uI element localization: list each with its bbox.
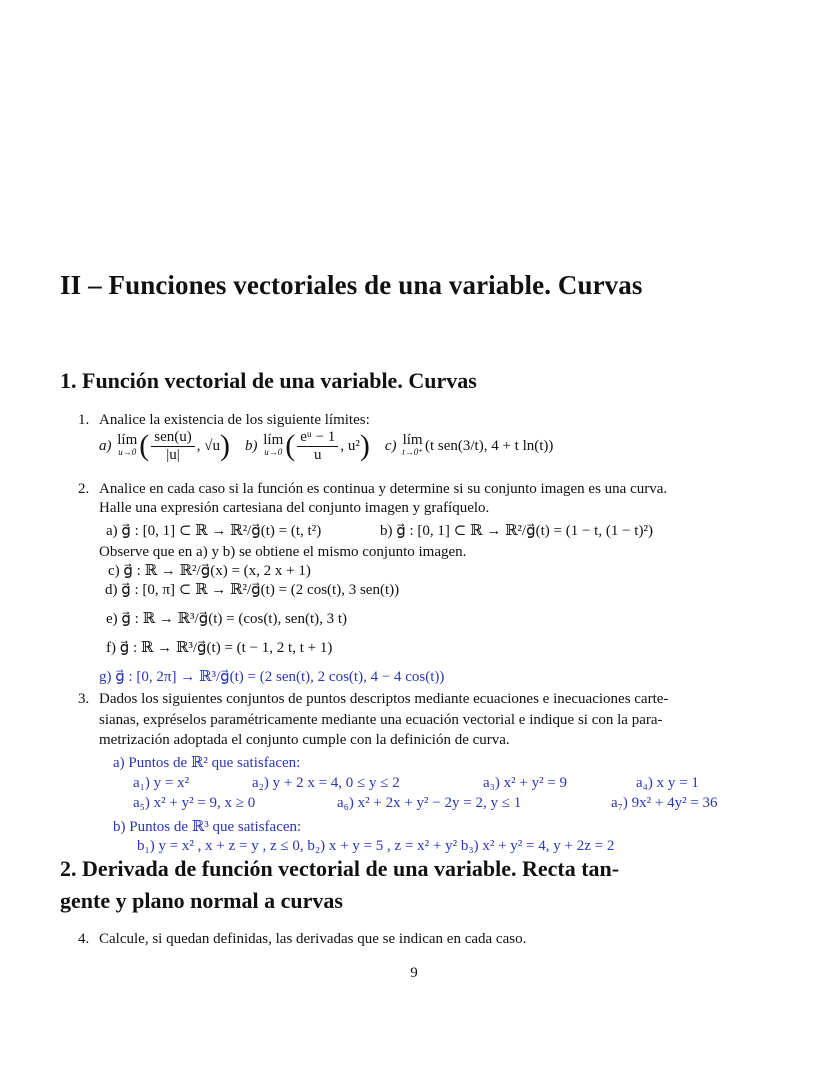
ex3-a1: a₁) y = x² [133, 775, 190, 791]
ex1-b-label: b) [245, 437, 258, 454]
section-2-title-line2: gente y plano normal a curvas [60, 888, 343, 913]
ex1-c-lim: lím t→0⁺ [402, 432, 423, 457]
ex2-a: a) g⃗ : [0, 1] ⊂ ℝ → ℝ²/g⃗(t) = (t, t²) [106, 523, 322, 539]
ex3-line3: metrización adoptada el conjunto cumple con la definición de curva. [99, 732, 510, 748]
page-number: 9 [410, 965, 418, 981]
ex2-d: d) g⃗ : [0, π] ⊂ ℝ → ℝ²/g⃗(t) = (2 cos(t), 3 sen(t)) [105, 582, 400, 598]
ex3-b-line: b₁) y = x² , x + z = y , z ≤ 0, b₂) x + y = 5 , z = x² + y² b₃) x² + y² = 4, y + 2z = 2 [137, 838, 615, 854]
ex3-number: 3. [78, 691, 90, 707]
ex3-a-heading: a) Puntos de ℝ² que satisfacen: [113, 755, 301, 771]
ex2-c: c) g⃗ : ℝ → ℝ²/g⃗(x) = (x, 2 x + 1) [108, 563, 311, 579]
ex1-a-fraction: $\frac{\text{sen(u)}}{|u|}$ [151, 429, 195, 464]
ex2-observe: Observe que en a) y b) se obtiene el mismo conjunto imagen. [99, 544, 467, 560]
ex1-b-lim: lím u→0 [263, 432, 284, 457]
ex3-line2: sianas, expréselos paramétricamente mediante una ecuación vectorial e indique si con la para- [99, 712, 663, 728]
ex2-line1: Analice en cada caso si la función es continua y determine si su conjunto imagen es una curva. [99, 481, 668, 497]
section-2-title-line1: 2. Derivada de función vectorial de una variable. Recta tan- [60, 856, 620, 881]
ex3-a6: a₆) x² + 2x + y² − 2y = 2, y ≤ 1 [337, 795, 522, 811]
ex1-a-lim: lím u→0 [117, 432, 138, 457]
ex3-a3: a₃) x² + y² = 9 [483, 775, 568, 791]
ex4-number: 4. [78, 931, 90, 947]
ex2-b: b) g⃗ : [0, 1] ⊂ ℝ → ℝ²/g⃗(t) = (1 − t, (1 − t)²) [380, 523, 653, 539]
ex3-b-heading: b) Puntos de ℝ³ que satisfacen: [113, 819, 302, 835]
section-1-title: 1. Función vectorial de una variable. Curvas [60, 368, 477, 393]
ex3-a2: a₂) y + 2 x = 4, 0 ≤ y ≤ 2 [252, 775, 400, 791]
chapter-title: II – Funciones vectoriales de una variable. Curvas [60, 270, 643, 300]
ex1-c-label: c) [384, 437, 397, 454]
ex1-b-fraction: $\frac{\text{eᵘ − 1}}{u}$ [297, 429, 338, 464]
ex2-e: e) g⃗ : ℝ → ℝ³/g⃗(t) = (cos(t), sen(t), 3 t) [106, 611, 348, 627]
ex1-a-tail: , √u [196, 437, 220, 454]
ex3-a7: a₇) 9x² + 4y² = 36 [611, 795, 718, 811]
ex3-a5: a₅) x² + y² = 9, x ≥ 0 [133, 795, 256, 811]
ex1-text: Analice la existencia de los siguiente límites: [99, 412, 370, 428]
ex1-a-label: a) [99, 437, 112, 454]
ex3-line1: Dados los siguientes conjuntos de puntos descriptos mediante ecuaciones e inecuaciones carte- [99, 691, 669, 707]
ex1-number: 1. [78, 412, 90, 428]
ex4-text: Calcule, si quedan definidas, las derivadas que se indican en cada caso. [99, 931, 527, 947]
ex1-b-tail: , u² [340, 437, 360, 454]
ex2-number: 2. [78, 481, 90, 497]
ex2-g: g) g⃗ : [0, 2π] → ℝ³/g⃗(t) = (2 sen(t), 2 cos(t), 4 − 4 cos(t)) [99, 669, 445, 685]
ex3-a4: a₄) x y = 1 [636, 775, 699, 791]
ex2-f: f) g⃗ : ℝ → ℝ³/g⃗(t) = (t − 1, 2 t, t + 1) [106, 640, 333, 656]
ex1-c-expr: (t sen(3/t), 4 + t ln(t)) [424, 437, 554, 454]
ex1-limits-row: a) lím u→0 ( $\frac{\text{sen(u)}}{|u|}$ , √u ) b) lím u→0 ( $\frac{\text{eᵘ − 1}}{u}$ , u² ) c) lím t→0⁺ (t sen(3/t), 4 + t ln(t)) [99, 428, 554, 463]
ex2-line2: Halle una expresión cartesiana del conjunto imagen y grafíquelo. [99, 500, 490, 516]
